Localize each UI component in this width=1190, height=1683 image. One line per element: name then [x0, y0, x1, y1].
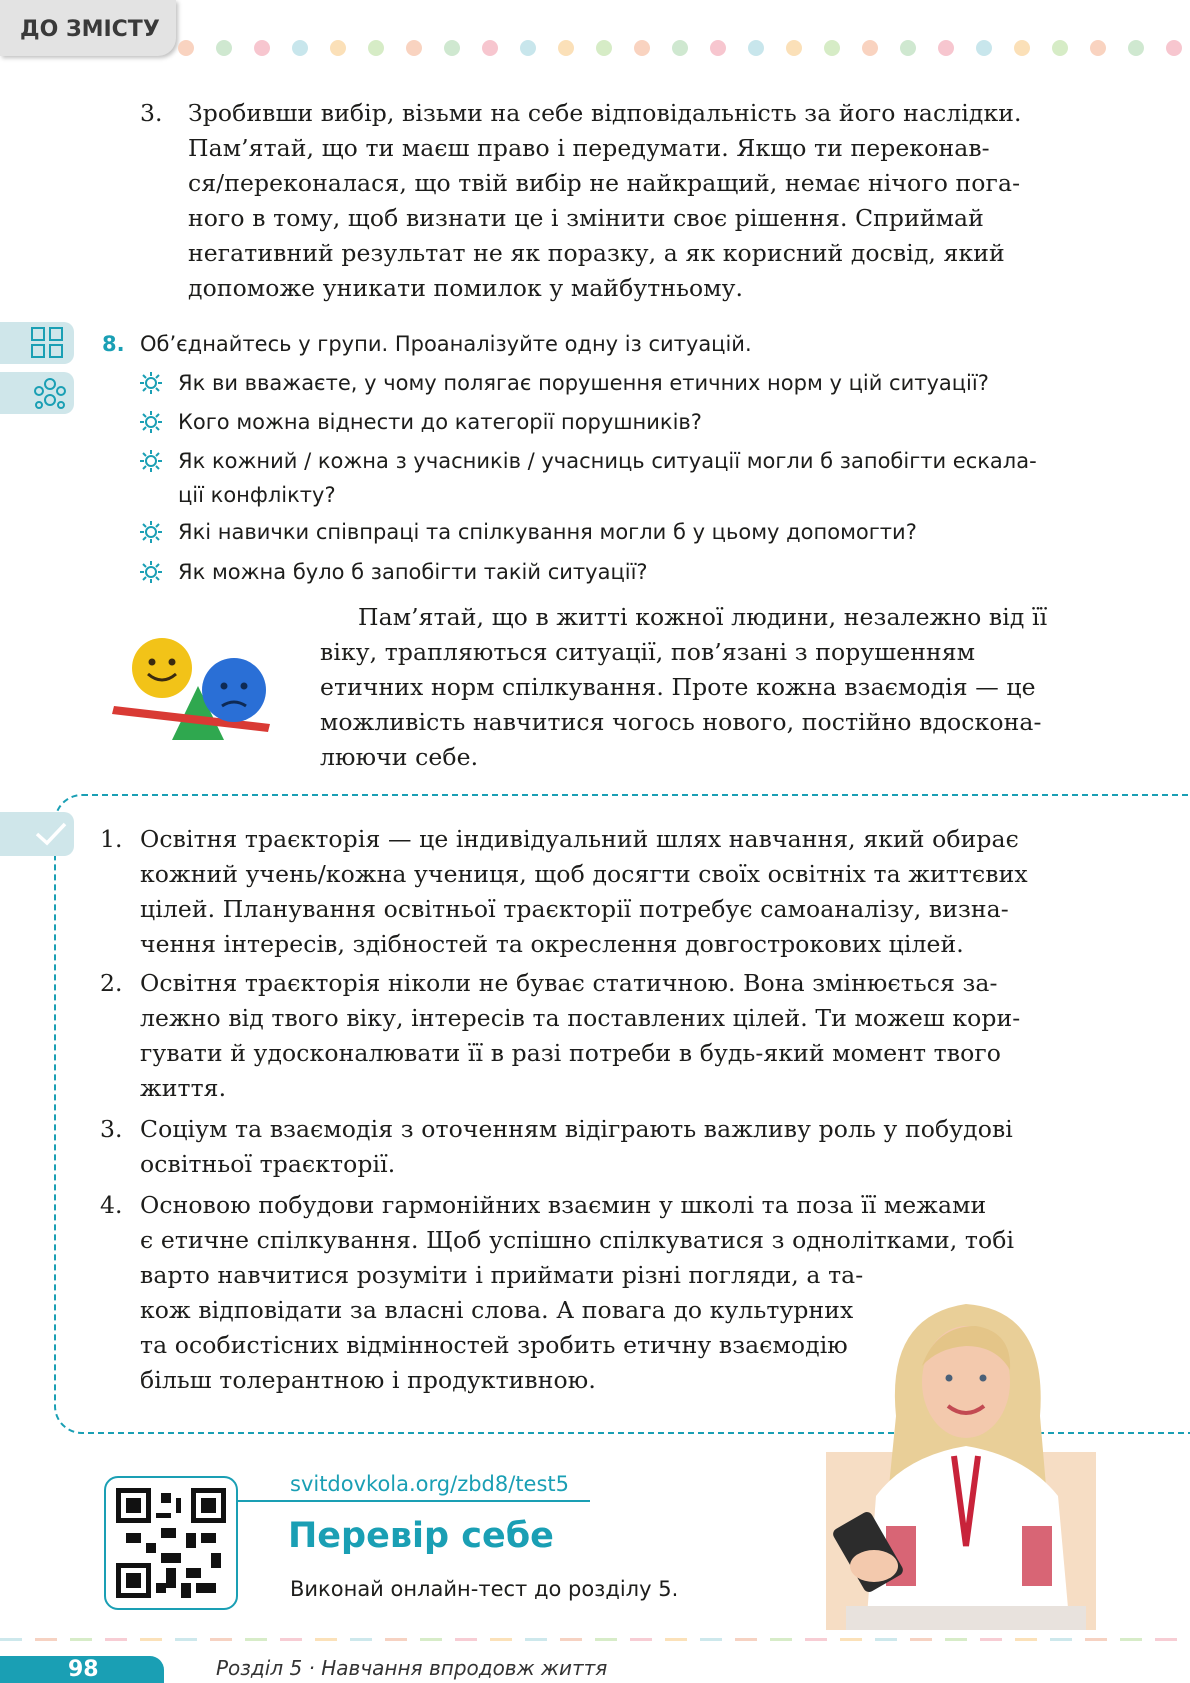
step-3-line: допоможе уникати помилок у майбутньому.	[188, 274, 744, 302]
decorative-dash	[385, 1638, 407, 1641]
decorative-dash	[35, 1638, 57, 1641]
question-item	[140, 405, 1100, 439]
summary-line: Соціум та взаємодія з оточенням відіграють важливу роль у побудові	[140, 1115, 1013, 1143]
question-line: Кого можна віднести до категорії порушників?	[178, 410, 702, 434]
back-to-contents-button[interactable]: ДО ЗМІСТУ	[0, 0, 176, 56]
sun-bullet-icon	[140, 411, 162, 433]
decorative-dash	[525, 1638, 547, 1641]
decorative-dot	[1166, 40, 1182, 56]
decorative-dot	[368, 40, 384, 56]
test-description: Виконай онлайн-тест до розділу 5.	[290, 1577, 679, 1601]
page-number-tab	[0, 1656, 164, 1683]
decorative-dot	[634, 40, 650, 56]
summary-item-number: 3.	[100, 1115, 123, 1143]
question-line: Як можна було б запобігти такій ситуації?	[178, 560, 648, 584]
decorative-dash	[560, 1638, 582, 1641]
decorative-dash	[105, 1638, 127, 1641]
decorative-dot	[520, 40, 536, 56]
summary-item-3	[140, 1112, 1100, 1182]
decorative-dash	[945, 1638, 967, 1641]
people-group-tab	[0, 372, 74, 414]
decorative-dot	[938, 40, 954, 56]
page-number: 98	[68, 1657, 99, 1682]
step-3-line: Зробивши вибір, візьми на себе відповідальність за його наслідки.	[188, 99, 1022, 127]
step-number: 3.	[140, 99, 163, 127]
decorative-dot	[596, 40, 612, 56]
decorative-dash	[455, 1638, 477, 1641]
remember-line: Пам’ятай, що в житті кожної людини, незалежно від її	[358, 603, 1048, 631]
decorative-dash	[910, 1638, 932, 1641]
decorative-dash	[1085, 1638, 1107, 1641]
step-3-line: Пам’ятай, що ти маєш право і передумати. Якщо ти переконав-	[188, 134, 990, 162]
summary-item-number: 4.	[100, 1191, 123, 1219]
summary-check-tab	[0, 812, 74, 856]
summary-line: чення інтересів, здібностей та окреслення довгострокових цілей.	[140, 930, 964, 958]
decorative-dash	[175, 1638, 197, 1641]
sun-bullet-icon	[140, 521, 162, 543]
decorative-dash	[875, 1638, 897, 1641]
decorative-dash	[665, 1638, 687, 1641]
question-item	[140, 555, 1100, 589]
checkmark-icon	[34, 820, 68, 848]
summary-item-2	[140, 966, 1100, 1106]
decorative-dot	[900, 40, 916, 56]
step-3-line: негативний результат не як поразку, а як корисний досвід, який	[188, 239, 1005, 267]
decorative-dot	[482, 40, 498, 56]
summary-line: та особистісних відмінностей зробить етичну взаємодію	[140, 1331, 848, 1359]
decorative-dot	[1052, 40, 1068, 56]
question-line: Які навички співпраці та спілкування могли б у цьому допомогти?	[178, 520, 917, 544]
decorative-dash	[315, 1638, 337, 1641]
decorative-dot	[1128, 40, 1144, 56]
summary-line: кож відповідати за власні слова. А повага до культурних	[140, 1296, 854, 1324]
decorative-dot	[444, 40, 460, 56]
student-photo	[826, 1296, 1106, 1630]
decorative-dot	[824, 40, 840, 56]
footer-dash-line	[0, 1638, 1190, 1642]
people-group-icon	[30, 375, 70, 411]
remember-paragraph	[320, 600, 1100, 775]
summary-line: освітньої траєкторії.	[140, 1150, 396, 1178]
question-item	[140, 515, 1100, 549]
summary-line: життя.	[140, 1074, 227, 1102]
summary-line: варто навчитися розуміти і приймати різні погляди, а та-	[140, 1261, 864, 1289]
step-3-text	[188, 96, 1100, 306]
group-work-tab	[0, 322, 74, 364]
summary-item-number: 2.	[100, 969, 123, 997]
decorative-dot	[216, 40, 232, 56]
decorative-dot	[710, 40, 726, 56]
sun-bullet-icon	[140, 561, 162, 583]
step-3-line: ного в тому, щоб визнати це і змінити своє рішення. Сприймай	[188, 204, 984, 232]
test-link[interactable]: svitdovkola.org/zbd8/test5	[290, 1472, 570, 1496]
sun-bullet-icon	[140, 450, 162, 472]
summary-item-1	[140, 822, 1100, 962]
summary-line: Освітня траєкторія — це індивідуальний шлях навчання, який обирає	[140, 825, 1019, 853]
decorative-dot	[1014, 40, 1030, 56]
decorative-dash	[490, 1638, 512, 1641]
summary-item-number: 1.	[100, 825, 123, 853]
decorative-dash	[140, 1638, 162, 1641]
grid-icon	[30, 326, 66, 360]
decorative-dash	[420, 1638, 442, 1641]
decorative-dot	[976, 40, 992, 56]
summary-line: Освітня траєкторія ніколи не буває статичною. Вона змінюється за-	[140, 969, 998, 997]
remember-line: люючи себе.	[320, 743, 479, 771]
decorative-dot	[558, 40, 574, 56]
decorative-dot	[786, 40, 802, 56]
decorative-dash	[350, 1638, 372, 1641]
summary-line: цілей. Планування освітньої траєкторії потребує самоаналізу, визна-	[140, 895, 1009, 923]
decorative-dash	[1120, 1638, 1142, 1641]
decorative-dash	[0, 1638, 22, 1641]
test-title: Перевір себе	[288, 1516, 554, 1556]
seesaw-emotions-illustration	[110, 628, 280, 748]
decorative-dash	[735, 1638, 757, 1641]
decorative-dash	[1015, 1638, 1037, 1641]
decorative-dot	[330, 40, 346, 56]
decorative-dash	[245, 1638, 267, 1641]
decorative-dash	[840, 1638, 862, 1641]
decorative-dash	[770, 1638, 792, 1641]
decorative-dot	[862, 40, 878, 56]
summary-line: гувати й удосконалювати її в разі потреби в будь-який момент твого	[140, 1039, 1001, 1067]
decorative-dash	[595, 1638, 617, 1641]
remember-line: можливість навчитися чогось нового, постійно вдоскона-	[320, 708, 1042, 736]
qr-code-icon	[116, 1488, 226, 1598]
summary-line: лежно від твого віку, інтересів та поставлених цілей. Ти можеш кори-	[140, 1004, 1021, 1032]
summary-line: Основою побудови гармонійних взаємин у школі та поза її межами	[140, 1191, 987, 1219]
decorative-dot	[292, 40, 308, 56]
decorative-dot	[672, 40, 688, 56]
section-title: Розділ 5 · Навчання впродовж життя	[216, 1656, 608, 1680]
remember-line: етичних норм спілкування. Проте кожна взаємодія — це	[320, 673, 1036, 701]
decorative-dot	[406, 40, 422, 56]
remember-line: віку, трапляються ситуації, пов’язані з порушенням	[320, 638, 976, 666]
decorative-dash	[980, 1638, 1002, 1641]
question-line: ції конфлікту?	[178, 483, 336, 507]
decorative-dot-row	[178, 40, 1178, 58]
decorative-dot	[1090, 40, 1106, 56]
decorative-dash	[805, 1638, 827, 1641]
qr-code-frame[interactable]	[104, 1476, 238, 1610]
summary-line: більш толерантною і продуктивною.	[140, 1366, 596, 1394]
step-3-line: ся/переконалася, що твій вибір не найкращий, немає нічого пога-	[188, 169, 1021, 197]
decorative-dash	[700, 1638, 722, 1641]
sun-bullet-icon	[140, 372, 162, 394]
decorative-dot	[178, 40, 194, 56]
task-8-number: 8.	[102, 332, 125, 356]
decorative-dash	[1050, 1638, 1072, 1641]
decorative-dash	[630, 1638, 652, 1641]
decorative-dash	[210, 1638, 232, 1641]
decorative-dash	[70, 1638, 92, 1641]
question-item	[140, 366, 1100, 400]
summary-line: є етичне спілкування. Щоб успішно спілкуватися з однолітками, тобі	[140, 1226, 1015, 1254]
decorative-dash	[1155, 1638, 1177, 1641]
question-line: Як кожний / кожна з учасників / учасниць ситуації могли б запобігти ескала-	[178, 449, 1037, 473]
decorative-dash	[280, 1638, 302, 1641]
question-item	[140, 444, 1100, 512]
question-line: Як ви вважаєте, у чому полягає порушення етичних норм у цій ситуації?	[178, 371, 989, 395]
decorative-dot	[254, 40, 270, 56]
task-8-intro: Об’єднайтесь у групи. Проаналізуйте одну із ситуацій.	[140, 332, 752, 356]
decorative-dot	[748, 40, 764, 56]
summary-line: кожний учень/кожна учениця, щоб досягти своїх освітніх та життєвих	[140, 860, 1028, 888]
